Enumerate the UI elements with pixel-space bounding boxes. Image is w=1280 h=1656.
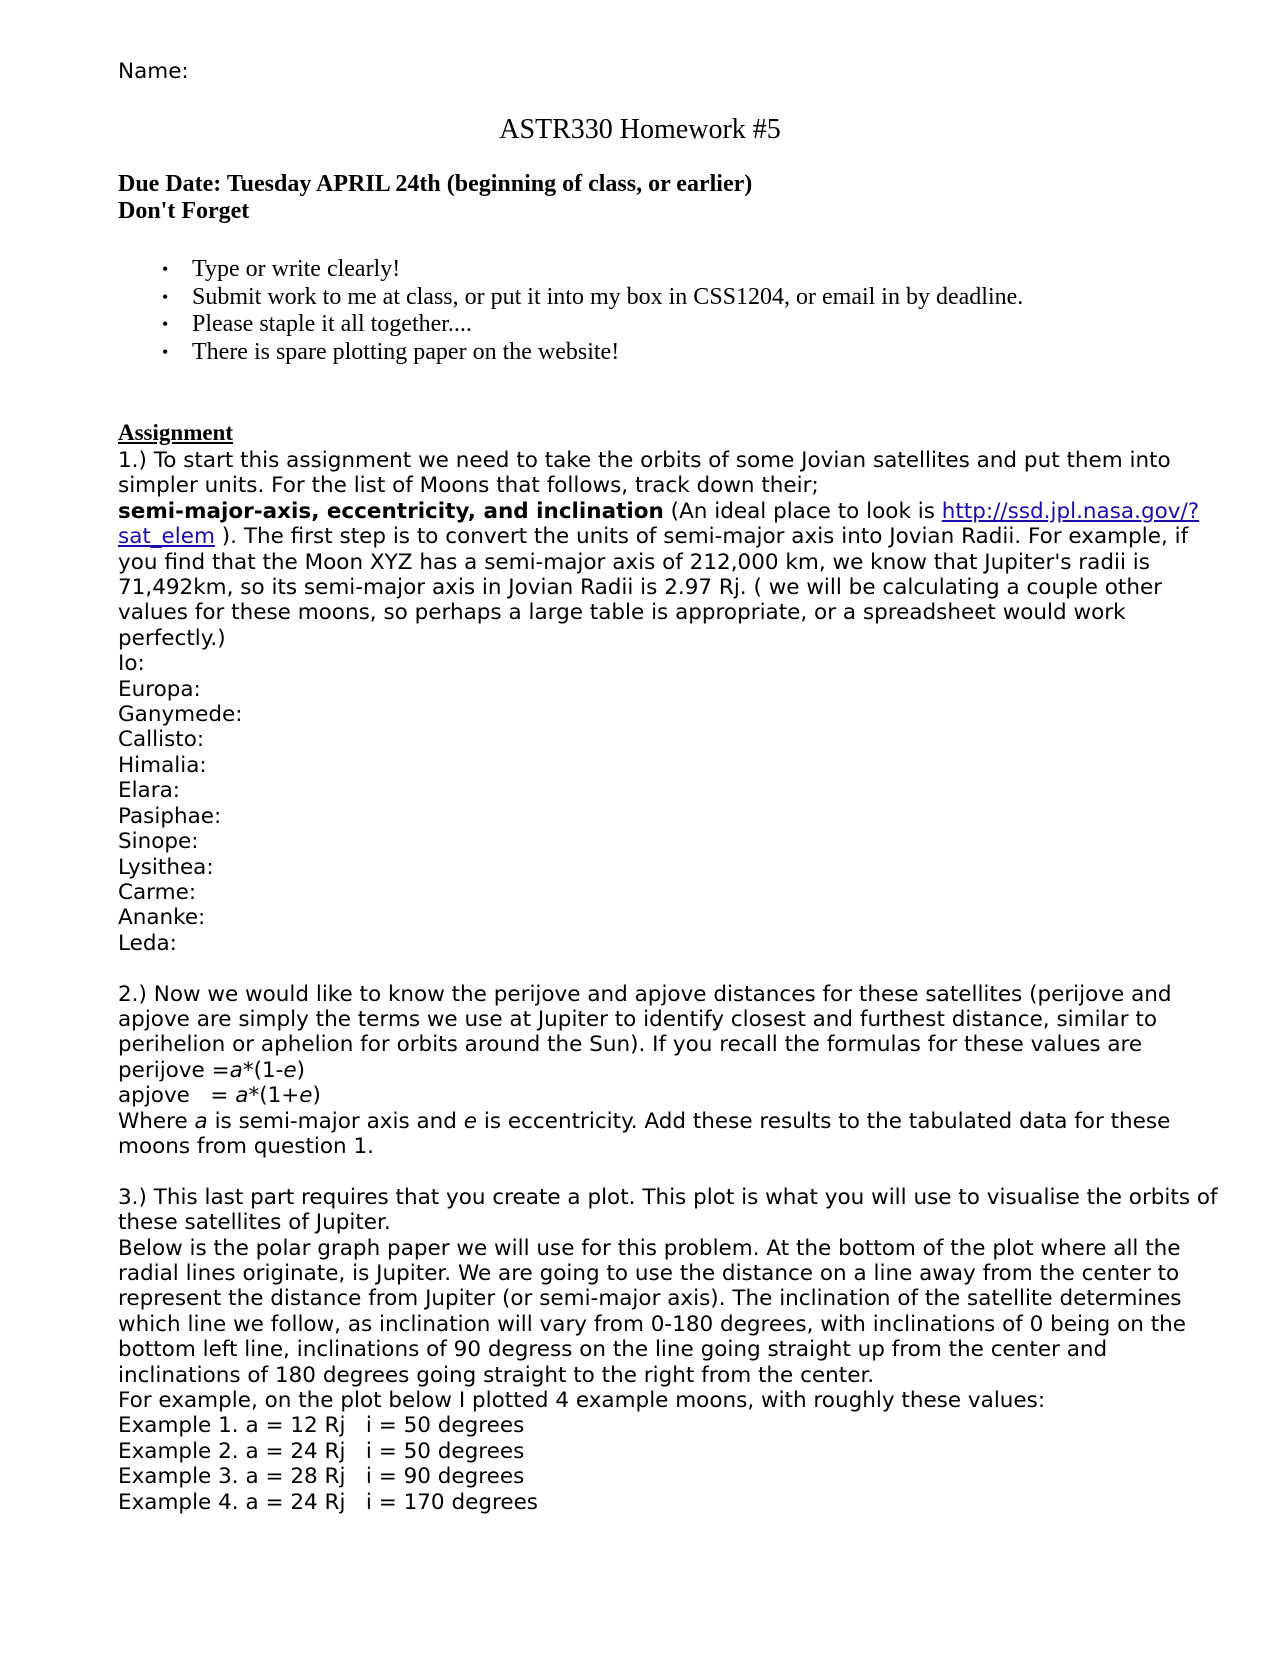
bullet-icon: • xyxy=(162,259,169,279)
assignment-section xyxy=(118,420,1228,1515)
moon-list xyxy=(118,651,1228,956)
list-item: Example 4. a = 24 Rj i = 170 degrees xyxy=(118,1489,538,1515)
document-title: ASTR330 Homework #5 xyxy=(499,114,781,145)
list-item: Carme: xyxy=(118,879,197,905)
list-item: • There is spare plotting paper on the website! xyxy=(162,339,620,366)
list-item: • Type or write clearly! xyxy=(162,256,401,282)
due-date-block xyxy=(118,171,752,225)
list-item: Callisto: xyxy=(118,727,205,753)
question-2: 2.) Now we would like to know the perijove and apjove distances for these satellites (perijove and apjove are simply the terms we use at Jupiter to identify closest and furthest distance, similar to perihelion or aphelion for orbits around the Sun). If you recall the formulas for these values are perijove =a*(1-e) apjove = a*(1+e) Where a is semi-major axis and e is eccentricity. Add these results to the tabulated data for these moons from question 1. xyxy=(118,982,1228,1160)
instruction-list xyxy=(160,256,1023,367)
list-item: Lysithea: xyxy=(118,854,214,880)
formula-definitions: Where a is semi-major axis and e is eccentricity. Add these results to the tabulated data for these moons from question 1. xyxy=(118,1108,1171,1159)
due-date: Due Date: Tuesday APRIL 24th (beginning of class, or earlier) xyxy=(118,171,753,197)
jpl-sat-elem-link[interactable]: http://ssd.jpl.nasa.gov/?sat_elem xyxy=(118,498,1200,550)
list-item: Elara: xyxy=(118,778,180,804)
list-item: Ganymede: xyxy=(118,702,243,728)
list-item: Himalia: xyxy=(118,752,207,778)
list-item: Europa: xyxy=(118,676,201,702)
question-3: 3.) This last part requires that you create a plot. This plot is what you will use to visualise the orbits of these satellites of Jupiter. Below is the polar graph paper we will use for this problem. At the bottom of the plot where all the radial lines originate, is Jupiter. We are going to use the distance on a line away from the center to represent the distance from Jupiter (or semi-major axis). The inclination of the satellite determines which line we follow, as inclination will vary from 0-180 degrees, with inclinations of 0 being on the bottom left line, inclinations of 90 degress on the line going straight up from the center and inclinations of 180 degrees going straight to the right from the center. For example, on the plot below I plotted 4 example moons, with roughly these values: Example 1. a = 12 Rj i = 50 degrees Example 2. a = 24 Rj i = 50 degrees Example 3. a = 28 Rj i = 90 degrees Example 4. a = 24 Rj i = 170 degrees xyxy=(118,1185,1228,1515)
question-1: 1.) To start this assignment we need to take the orbits of some Jovian satellites and put them into simpler units. For the list of Moons that follows, track down their; semi-major-axis, eccentricity, and inclination (An ideal place to look is http://ssd.jpl.nasa.gov/?sat_elem ). The first step is to convert the units of semi-major axis into Jovian Radii. For example, if you find that the Moon XYZ has a semi-major axis of 212,000 km, we know that Jupiter's radii is 71,492km, so its semi-major axis in Jovian Radii is 2.97 Rj. ( we will be calculating a couple other values for these moons, so perhaps a large table is appropriate, or a spreadsheet would work perfectly.) xyxy=(118,448,1200,651)
list-item: Sinope: xyxy=(118,829,199,855)
list-item: Example 3. a = 28 Rj i = 90 degrees xyxy=(118,1464,525,1490)
list-item: Ananke: xyxy=(118,905,206,931)
list-item: Example 1. a = 12 Rj i = 50 degrees xyxy=(118,1413,525,1439)
list-item: • Submit work to me at class, or put it into my box in CSS1204, or email in by deadline. xyxy=(162,283,1024,310)
bullet-icon: • xyxy=(162,314,169,335)
dont-forget-heading: Don't Forget xyxy=(118,198,250,224)
bullet-icon: • xyxy=(162,342,169,363)
assignment-heading: Assignment xyxy=(118,420,234,445)
example-list xyxy=(118,1413,1228,1515)
required-quantities: semi-major-axis, eccentricity, and inclination xyxy=(118,498,664,524)
name-label: Name: xyxy=(118,59,189,84)
list-item: Pasiphae: xyxy=(118,803,222,829)
list-item: Example 2. a = 24 Rj i = 50 degrees xyxy=(118,1438,525,1464)
perijove-formula: perijove =a*(1-e) xyxy=(118,1057,306,1083)
list-item: Io: xyxy=(118,651,145,677)
apjove-formula: apjove = a*(1+e) xyxy=(118,1083,321,1109)
bullet-icon: • xyxy=(162,286,169,307)
list-item: Leda: xyxy=(118,930,177,956)
list-item: • Please staple it all together.... xyxy=(162,311,472,338)
